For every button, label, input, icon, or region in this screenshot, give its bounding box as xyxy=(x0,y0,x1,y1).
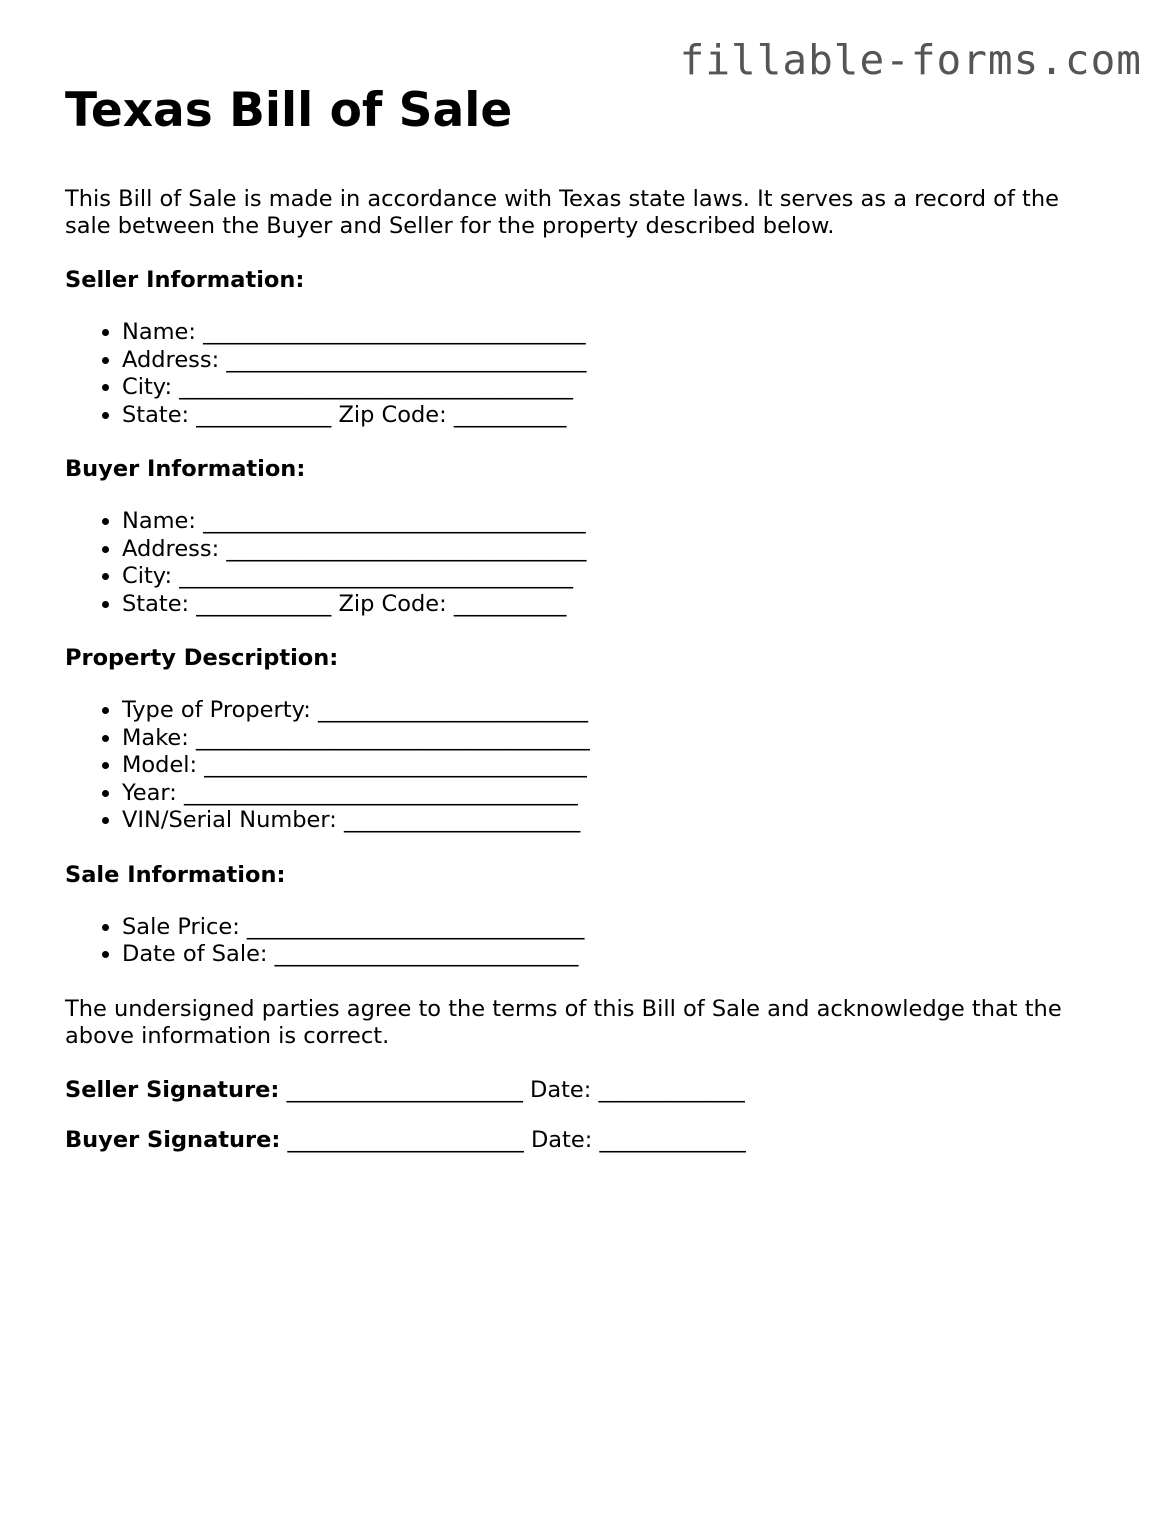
buyer-city-field[interactable]: • City: ___________________________________ xyxy=(122,563,1105,591)
property-model-field[interactable]: • Model: __________________________________ xyxy=(122,752,1105,780)
property-year-field[interactable]: • Year: ___________________________________ xyxy=(122,780,1105,808)
seller-signature-blank[interactable]: _____________________ Date: _____________ xyxy=(286,1076,745,1103)
document-title: Texas Bill of Sale xyxy=(65,83,513,138)
buyer-name-field[interactable]: • Name: __________________________________ xyxy=(122,508,1105,536)
watermark: fillable-forms.com xyxy=(679,36,1142,84)
seller-fields xyxy=(65,319,1105,429)
sale-fields xyxy=(65,914,1105,969)
seller-signature-line[interactable] xyxy=(65,1077,1105,1104)
buyer-address-field[interactable]: • Address: ________________________________ xyxy=(122,536,1105,564)
buyer-signature-label: Buyer Signature: xyxy=(65,1126,281,1153)
document-page xyxy=(65,80,1105,1177)
seller-address-field[interactable]: • Address: ________________________________ xyxy=(122,347,1105,375)
property-heading: Property Description: xyxy=(65,645,339,671)
sale-date-field[interactable]: • Date of Sale: ___________________________ xyxy=(122,941,1105,969)
property-type-field[interactable]: • Type of Property: ________________________ xyxy=(122,697,1105,725)
property-make-field[interactable]: • Make: ___________________________________ xyxy=(122,725,1105,753)
buyer-signature-blank[interactable]: _____________________ Date: _____________ xyxy=(287,1126,746,1153)
property-fields xyxy=(65,697,1105,835)
buyer-signature-line[interactable] xyxy=(65,1127,1105,1154)
buyer-state-zip-field[interactable]: • State: ____________ Zip Code: __________ xyxy=(122,591,1105,619)
seller-heading: Seller Information: xyxy=(65,267,305,293)
seller-signature-label: Seller Signature: xyxy=(65,1076,280,1103)
closing-paragraph: The undersigned parties agree to the terms of this Bill of Sale and acknowledge that the above information is correct. xyxy=(65,995,1062,1049)
seller-state-zip-field[interactable]: • State: ____________ Zip Code: __________ xyxy=(122,402,1105,430)
buyer-fields xyxy=(65,508,1105,618)
intro-paragraph: This Bill of Sale is made in accordance with Texas state laws. It serves as a record of the sale between the Buyer and Seller for the property described below. xyxy=(65,186,1059,239)
sale-heading: Sale Information: xyxy=(65,861,286,888)
property-vin-field[interactable]: • VIN/Serial Number: _____________________ xyxy=(122,807,1105,835)
sale-price-field[interactable]: • Sale Price: ______________________________ xyxy=(122,914,1105,942)
seller-city-field[interactable]: • City: ___________________________________ xyxy=(122,374,1105,402)
buyer-heading: Buyer Information: xyxy=(65,456,306,482)
seller-name-field[interactable]: • Name: __________________________________ xyxy=(122,319,1105,347)
